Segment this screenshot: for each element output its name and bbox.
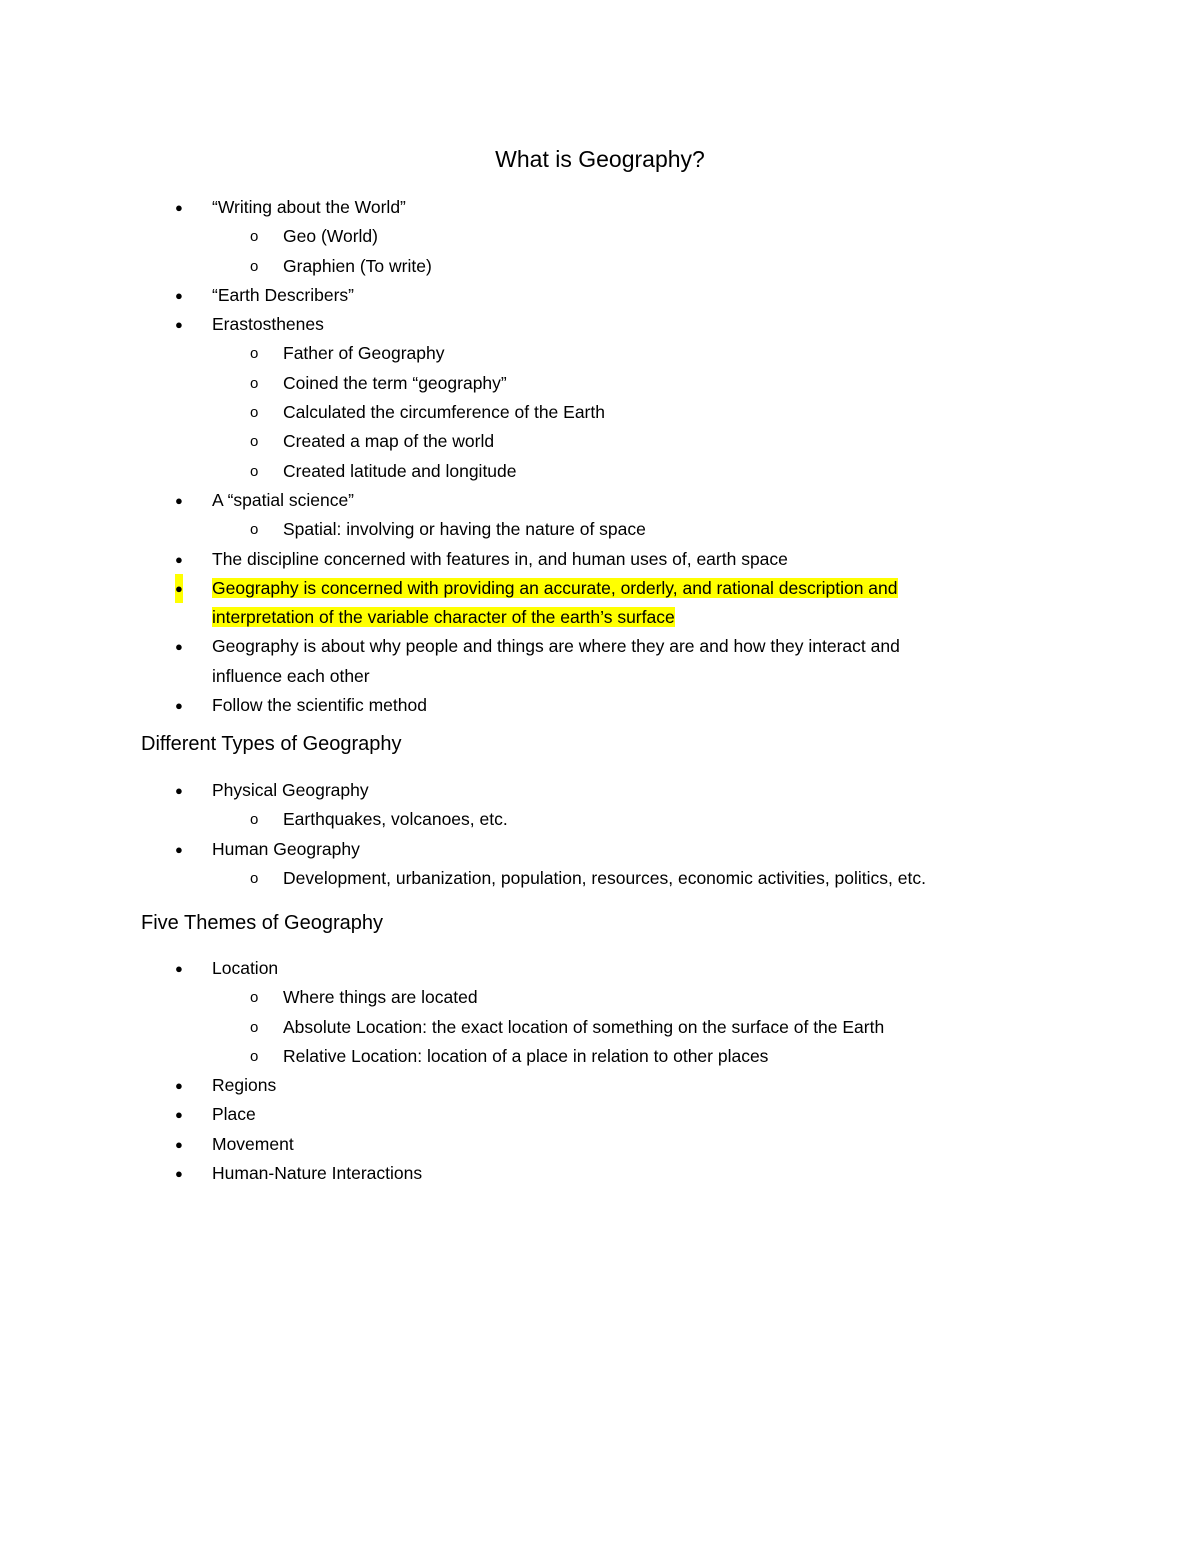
list-item-text [212, 776, 1012, 805]
list-item-line: Physical Geography [212, 780, 369, 800]
outline-list-intro [0, 193, 1200, 720]
list-item [0, 193, 1200, 222]
bullet-circle-icon: o [250, 257, 259, 275]
list-item [0, 339, 1200, 368]
list-item-text [283, 222, 1083, 251]
bullet-circle-icon: o [250, 1047, 259, 1065]
list-item [0, 1071, 1200, 1100]
list-item-text [283, 983, 1083, 1012]
list-item-line: Human Geography [212, 838, 360, 859]
list-item [0, 954, 1200, 983]
list-item-text [212, 1159, 1012, 1188]
list-item [0, 632, 1200, 691]
list-item [0, 776, 1200, 805]
list-item-line: Created a map of the world [283, 431, 495, 452]
list-item-line: A “spatial science” [212, 489, 355, 510]
list-item-text [283, 1013, 1083, 1042]
list-item-text [212, 310, 1012, 339]
section-heading-types: Different Types of Geography [141, 733, 402, 755]
list-item-text [212, 574, 1012, 633]
list-item-text [283, 1042, 1083, 1071]
list-item-line: Graphien (To write) [283, 255, 432, 276]
list-item-text [212, 1130, 1012, 1159]
list-item-line: Coined the term “geography” [283, 372, 507, 393]
list-item-text [283, 398, 1083, 427]
bullet-disc-icon: ● [175, 961, 183, 976]
list-item [0, 457, 1200, 486]
bullet-disc-icon: ● [175, 1107, 183, 1123]
bullet-circle-icon: o [250, 869, 259, 887]
bullet-disc-icon: ● [175, 574, 183, 603]
list-item [0, 1100, 1200, 1129]
bullet-disc-icon: ● [175, 639, 183, 655]
list-item-line: “Writing about the World” [212, 197, 406, 217]
list-item [0, 369, 1200, 398]
list-item-text [283, 515, 1083, 544]
list-item-line: Created latitude and longitude [283, 460, 517, 481]
bullet-circle-icon: o [250, 374, 259, 392]
list-item-text [283, 864, 1083, 893]
bullet-disc-icon: ● [175, 1136, 183, 1152]
bullet-disc-icon: ● [175, 492, 183, 508]
list-item [0, 1130, 1200, 1159]
list-item [0, 310, 1200, 339]
bullet-circle-icon: o [250, 521, 259, 539]
list-item-line: Geography is concerned with providing an accurate, orderly, and rational description and [212, 577, 898, 598]
list-item-line: Human-Nature Interactions [212, 1163, 423, 1184]
list-item-line: Father of Geography [283, 343, 445, 364]
list-item [0, 1159, 1200, 1188]
list-item-text [283, 457, 1083, 486]
list-item-line: Regions [212, 1075, 277, 1096]
list-item [0, 398, 1200, 427]
list-item [0, 574, 1200, 633]
list-item [0, 545, 1200, 574]
list-item-line: Place [212, 1104, 256, 1125]
list-item-line: Where things are located [283, 987, 478, 1008]
bullet-circle-icon: o [250, 989, 259, 1007]
list-item-line: Erastosthenes [212, 314, 324, 335]
list-item-text [212, 1071, 1012, 1100]
list-item-text [212, 281, 1012, 310]
bullet-circle-icon: o [250, 462, 259, 480]
bullet-disc-icon: ● [175, 783, 183, 798]
bullet-circle-icon: o [250, 404, 259, 422]
list-item-text [283, 805, 1083, 834]
list-item-line: Location [212, 958, 279, 978]
list-item [0, 281, 1200, 310]
list-item-line-continued: interpretation of the variable character of the earth’s surface [212, 607, 675, 628]
list-item-line: Calculated the circumference of the Earth [283, 402, 605, 423]
list-item-text [212, 835, 1012, 864]
bullet-disc-icon: ● [175, 287, 183, 303]
list-item-line: Spatial: involving or having the nature of space [283, 519, 646, 540]
document-title: What is Geography? [495, 146, 705, 172]
list-item [0, 1013, 1200, 1042]
list-item-line: Absolute Location: the exact location of something on the surface of the Earth [283, 1016, 885, 1037]
list-item-line: “Earth Describers” [212, 284, 354, 305]
list-item [0, 1042, 1200, 1071]
list-item-line: Geo (World) [283, 226, 378, 247]
list-item-line: Earthquakes, volcanoes, etc. [283, 809, 508, 830]
list-item [0, 486, 1200, 515]
bullet-disc-icon: ● [175, 200, 183, 215]
list-item-text [283, 252, 1083, 281]
list-item [0, 252, 1200, 281]
outline-list-themes [0, 954, 1200, 1188]
list-item-text [212, 1100, 1012, 1129]
list-item-line: Relative Location: location of a place in relation to other places [283, 1045, 769, 1066]
bullet-disc-icon: ● [175, 551, 183, 567]
list-item [0, 864, 1200, 893]
bullet-circle-icon: o [250, 345, 259, 363]
list-item [0, 515, 1200, 544]
bullet-circle-icon: o [250, 1018, 259, 1036]
bullet-circle-icon: o [250, 811, 259, 829]
list-item-line: Geography is about why people and things are where they are and how they interact and [212, 636, 900, 657]
list-item-text [283, 427, 1083, 456]
bullet-circle-icon: o [250, 433, 259, 451]
list-item-line: Movement [212, 1133, 294, 1154]
list-item-text [212, 632, 1012, 691]
list-item [0, 691, 1200, 720]
bullet-disc-icon: ● [175, 317, 183, 333]
list-item [0, 427, 1200, 456]
list-item-text [212, 193, 1012, 222]
outline-list-types [0, 776, 1200, 893]
bullet-disc-icon: ● [175, 1078, 183, 1094]
list-item [0, 222, 1200, 251]
list-item [0, 805, 1200, 834]
list-item-text [283, 369, 1083, 398]
bullet-circle-icon: o [250, 228, 259, 246]
list-item [0, 835, 1200, 864]
list-item-text [212, 954, 1012, 983]
bullet-disc-icon: ● [175, 698, 183, 714]
bullet-disc-icon: ● [175, 841, 183, 857]
list-item-text [212, 545, 1012, 574]
list-item-line: Follow the scientific method [212, 695, 427, 716]
list-item-line-continued: influence each other [212, 665, 370, 686]
list-item-text [283, 339, 1083, 368]
list-item-line: The discipline concerned with features in, and human uses of, earth space [212, 548, 788, 569]
list-item-text [212, 486, 1012, 515]
list-item-line: Development, urbanization, population, resources, economic activities, politics, etc. [283, 867, 926, 888]
list-item-text [212, 691, 1012, 720]
section-heading-themes: Five Themes of Geography [141, 912, 383, 934]
bullet-disc-icon: ● [175, 1166, 183, 1182]
list-item [0, 983, 1200, 1012]
